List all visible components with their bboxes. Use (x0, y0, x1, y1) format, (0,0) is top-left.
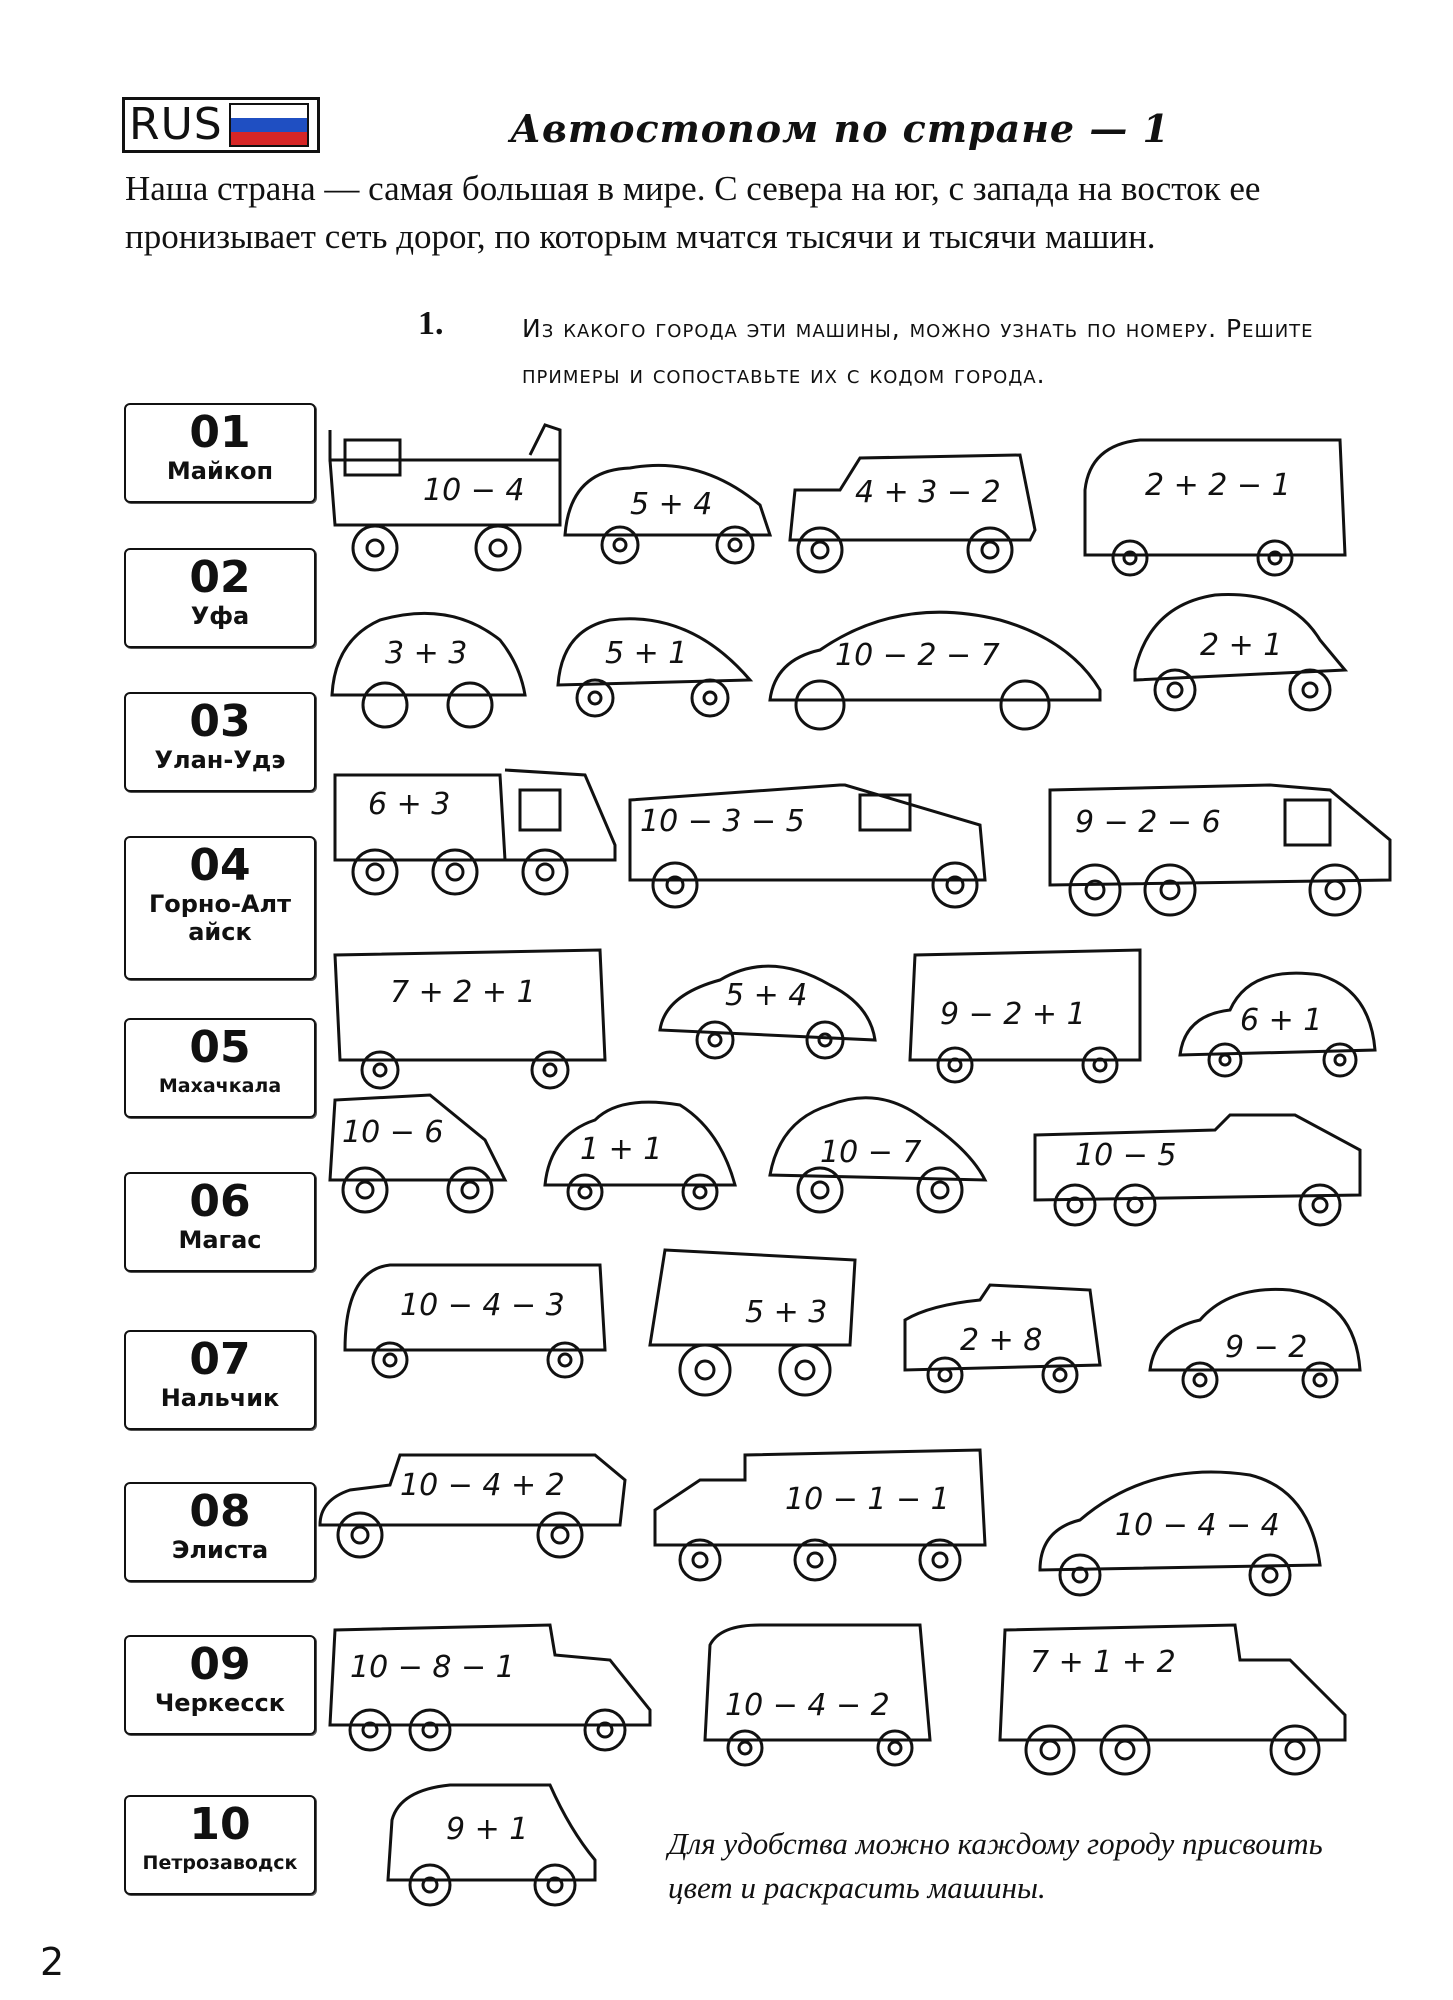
car-expression: 9 − 2 − 6 (1075, 805, 1221, 840)
page-title: Автостопом по стране — 1 (510, 106, 1170, 151)
car-expression: 7 + 1 + 2 (1030, 1645, 1176, 1680)
city-name: Горно-Алтайск (148, 890, 292, 946)
car-expression: 10 − 6 (342, 1115, 444, 1150)
task-text: Из какого города эти машины, можно узнать по номеру. Решите примеры и сопоставьте их с кодом города. (522, 314, 1314, 389)
city-name: Нальчик (160, 1384, 280, 1412)
car-expression: 9 + 1 (446, 1812, 529, 1847)
car-expression: 2 + 1 (1200, 628, 1283, 663)
city-name: Элиста (171, 1536, 269, 1564)
car-expression: 10 − 4 − 2 (725, 1688, 890, 1723)
city-name: Магас (178, 1226, 262, 1254)
car-expression: 10 − 1 − 1 (785, 1482, 950, 1517)
car-expression: 10 − 4 + 2 (400, 1468, 565, 1503)
city-name: Уфа (190, 602, 250, 630)
city-code-number: 02 (189, 552, 251, 603)
city-code-number: 01 (189, 407, 251, 458)
city-name: Майкоп (166, 457, 274, 485)
car-expression: 10 − 4 (423, 473, 525, 508)
car-expression: 7 + 2 + 1 (390, 975, 536, 1010)
car-expression: 3 + 3 (385, 636, 468, 671)
city-code-number: 10 (189, 1799, 251, 1850)
city-code-number: 08 (189, 1486, 251, 1537)
city-code-number: 07 (189, 1334, 251, 1385)
car-expression: 10 − 3 − 5 (640, 804, 805, 839)
rus-badge-text: RUS (129, 99, 223, 150)
hint-note: Для удобства можно каждому городу присвоить цвет и раскрасить машины. (668, 1826, 1323, 1905)
car-expression: 6 + 3 (368, 787, 451, 822)
city-name: Петрозаводск (142, 1852, 298, 1874)
jeep-icon (330, 1095, 505, 1212)
car-expression: 10 − 4 − 3 (400, 1288, 565, 1323)
car-expression: 5 + 1 (605, 636, 688, 671)
car-expression: 10 − 2 − 7 (835, 638, 1000, 673)
car-expression: 2 + 8 (960, 1323, 1043, 1358)
city-name: Черкесск (154, 1689, 286, 1717)
car-expression: 1 + 1 (580, 1132, 663, 1167)
truck-icon (330, 1625, 650, 1750)
car-expression: 5 + 4 (630, 487, 713, 522)
city-code-number: 05 (189, 1022, 251, 1073)
city-name: Махачкала (158, 1075, 282, 1097)
page-number: 2 (40, 1940, 65, 1984)
task-number: 1. (418, 305, 444, 342)
city-name: Улан-Удэ (154, 746, 286, 774)
car-expression: 9 − 2 + 1 (940, 997, 1086, 1032)
van-icon (1085, 440, 1345, 575)
city-code-number: 04 (189, 840, 251, 891)
car-expression: 5 + 4 (725, 978, 808, 1013)
city-code-number: 06 (189, 1176, 251, 1227)
suv-icon (790, 455, 1035, 572)
bus-icon (335, 950, 605, 1088)
car-expression: 10 − 5 (1075, 1138, 1177, 1173)
car-expression: 9 − 2 (1225, 1330, 1308, 1365)
car-expression: 10 − 8 − 1 (350, 1650, 515, 1685)
car-expression: 4 + 3 − 2 (855, 475, 1001, 510)
car-expression: 6 + 1 (1240, 1003, 1323, 1038)
city-code-number: 09 (189, 1639, 251, 1690)
car-expression: 2 + 2 − 1 (1145, 468, 1291, 503)
city-code-number: 03 (189, 696, 251, 747)
car-expression: 5 + 3 (745, 1295, 828, 1330)
intro-paragraph: Наша страна — самая большая в мире. С севера на юг, с запада на восток ее пронизывает сеть дорог, по которым мчатся тысячи и тысячи машин. (125, 169, 1261, 256)
car-expression: 10 − 7 (820, 1135, 922, 1170)
car-expression: 10 − 4 − 4 (1115, 1508, 1280, 1543)
